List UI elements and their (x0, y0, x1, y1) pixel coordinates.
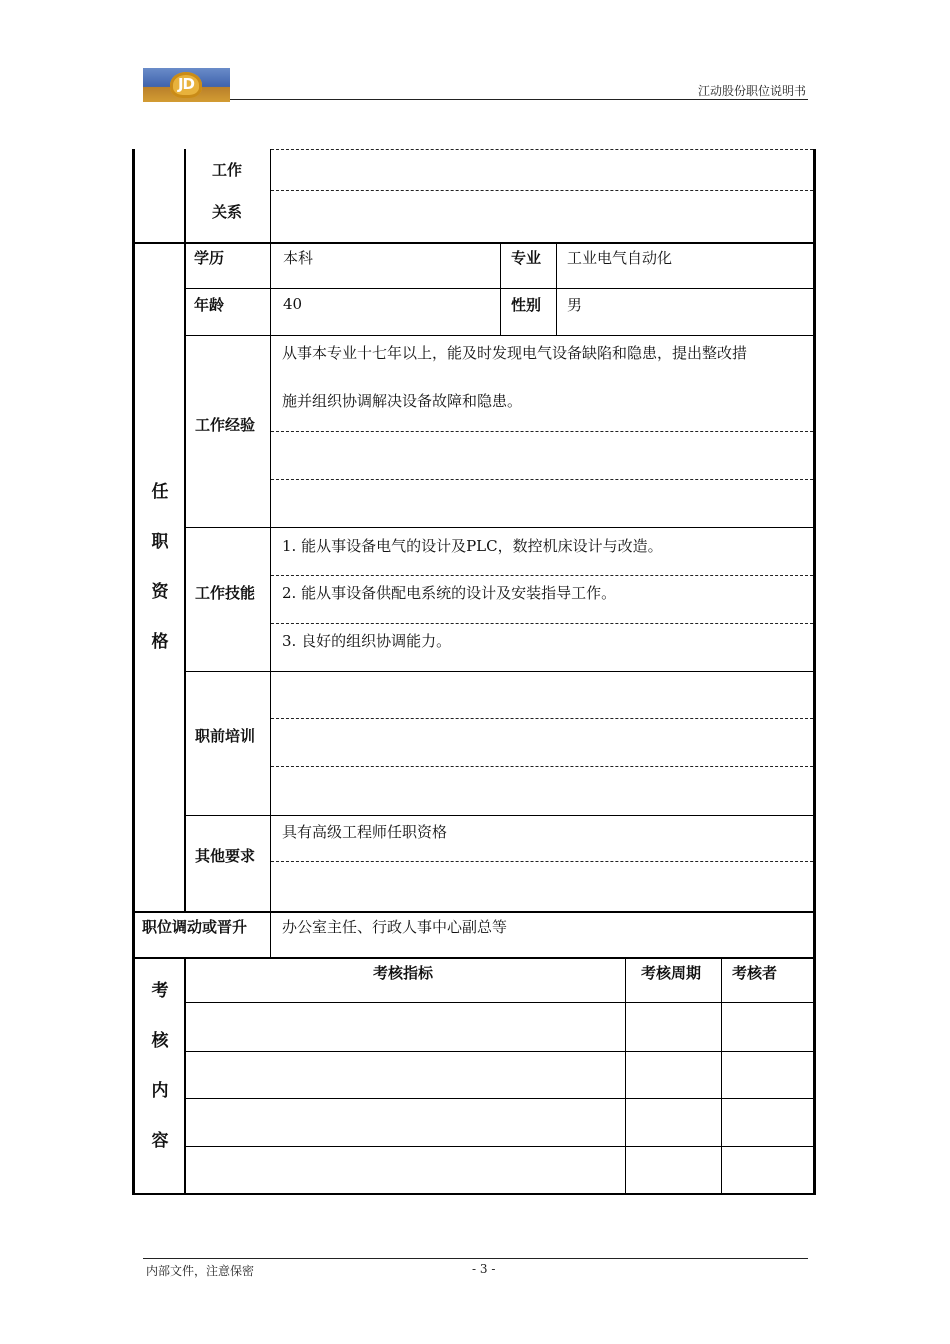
skill-item-3: 3. 良好的组织协调能力。 (282, 632, 452, 650)
major-label: 专业 (511, 249, 542, 267)
experience-text-line1: 从事本专业十七年以上，能及时发现电气设备缺陷和隐患，提出整改措 (282, 344, 748, 362)
assessment-header-assessor: 考核者 (732, 964, 778, 982)
work-relation-label-2: 关系 (212, 203, 243, 221)
experience-label: 工作经验 (195, 416, 256, 434)
assessment-header-indicator: 考核指标 (373, 964, 434, 982)
work-relation-label-1: 工作 (212, 161, 243, 179)
document-title: 江动股份职位说明书 (697, 84, 806, 98)
other-requirements-label: 其他要求 (195, 847, 256, 865)
header-rule (230, 99, 808, 100)
other-requirements-value: 具有高级工程师任职资格 (282, 823, 448, 841)
experience-text-line2: 施并组织协调解决设备故障和隐患。 (282, 392, 523, 410)
pre-training-label: 职前培训 (195, 727, 256, 745)
education-label: 学历 (194, 249, 225, 267)
education-value: 本科 (283, 249, 314, 267)
age-label: 年龄 (194, 296, 225, 314)
page-number: - 3 - (472, 1262, 496, 1276)
assessment-header-period: 考核周期 (641, 964, 702, 982)
promotion-value: 办公室主任、行政人事中心副总等 (282, 918, 508, 936)
footer-confidential: 内部文件，注意保密 (146, 1264, 255, 1278)
promotion-label: 职位调动或晋升 (142, 918, 248, 936)
skill-item-1: 1. 能从事设备电气的设计及PLC，数控机床设计与改造。 (282, 537, 663, 555)
gender-label: 性别 (511, 296, 542, 314)
assessment-section-label: 考 核 内 容 (151, 981, 169, 1151)
gender-value: 男 (567, 296, 583, 314)
age-value: 40 (283, 295, 303, 313)
footer-rule (143, 1258, 808, 1259)
qualification-section-label: 任 职 资 格 (151, 482, 169, 652)
skill-item-2: 2. 能从事设备供配电系统的设计及安装指导工作。 (282, 584, 617, 602)
skills-label: 工作技能 (195, 584, 256, 602)
major-value: 工业电气自动化 (567, 249, 673, 267)
logo-text: JD (177, 75, 195, 93)
company-logo (143, 68, 230, 102)
